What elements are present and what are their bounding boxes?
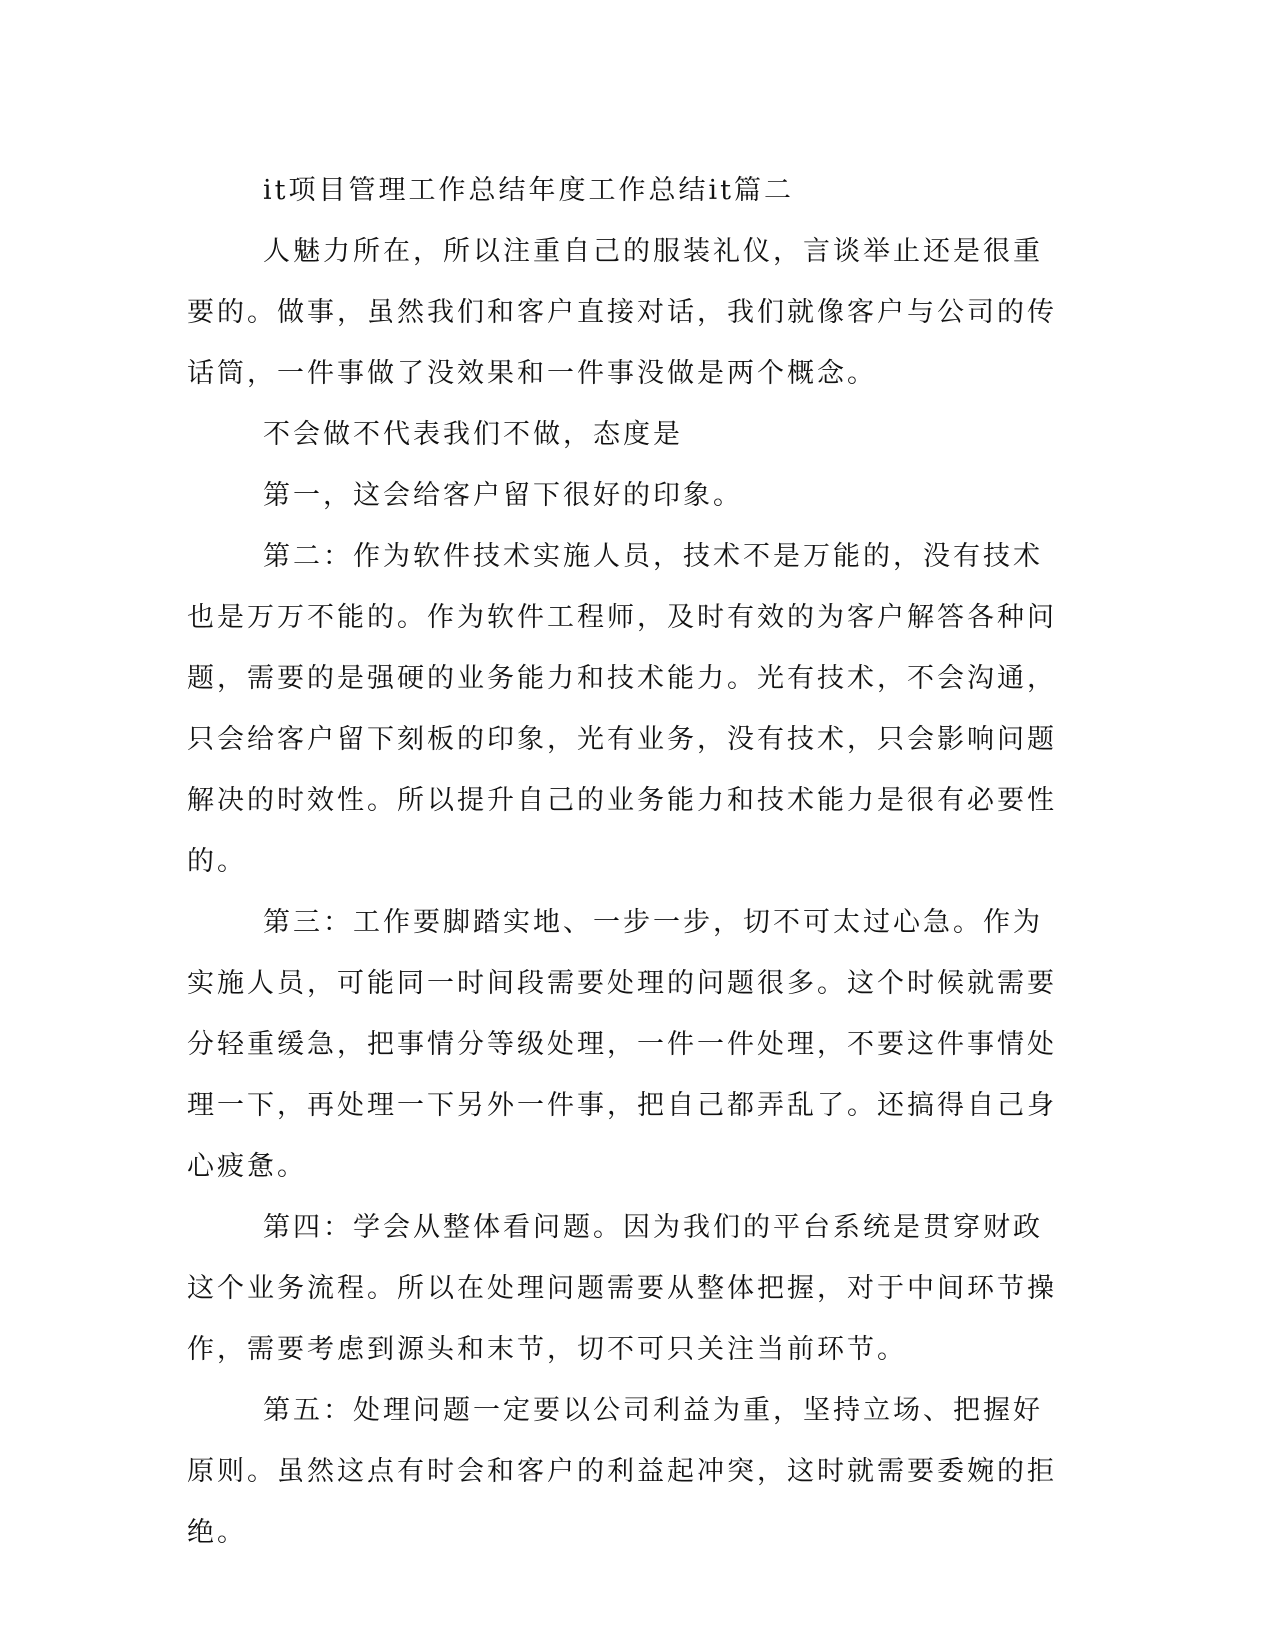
document-body [187, 160, 1067, 1563]
document-title: it项目管理工作总结年度工作总结it篇二 [263, 175, 794, 206]
paragraph-4: 第二：作为软件技术实施人员，技术不是万能的，没有技术也是万万不能的。作为软件工程师，及时有效的为客户解答各种问题，需要的是强硬的业务能力和技术能力。光有技术，不会沟通，只会给客户留下刻板的印象，光有业务，没有技术，只会影响问题解决的时效性。所以提升自己的业务能力和技术能力是很有必要性的。 [187, 541, 1057, 877]
paragraph-1: 人魅力所在，所以注重自己的服装礼仪，言谈举止还是很重要的。做事，虽然我们和客户直接对话，我们就像客户与公司的传话筒，一件事做了没效果和一件事没做是两个概念。 [187, 236, 1057, 389]
paragraph-5: 第三：工作要脚踏实地、一步一步，切不可太过心急。作为实施人员，可能同一时间段需要处理的问题很多。这个时候就需要分轻重缓急，把事情分等级处理，一件一件处理，不要这件事情处理一下，再处理一下另外一件事，把自己都弄乱了。还搞得自己身心疲惫。 [187, 907, 1057, 1182]
paragraph-6: 第四：学会从整体看问题。因为我们的平台系统是贯穿财政这个业务流程。所以在处理问题需要从整体把握，对于中间环节操作，需要考虑到源头和末节，切不可只关注当前环节。 [187, 1212, 1057, 1365]
paragraph-2: 不会做不代表我们不做，态度是 [263, 419, 683, 450]
paragraph-7: 第五：处理问题一定要以公司利益为重，坚持立场、把握好原则。虽然这点有时会和客户的利益起冲突，这时就需要委婉的拒绝。 [187, 1395, 1057, 1548]
paragraph-3: 第一，这会给客户留下很好的印象。 [263, 480, 743, 511]
